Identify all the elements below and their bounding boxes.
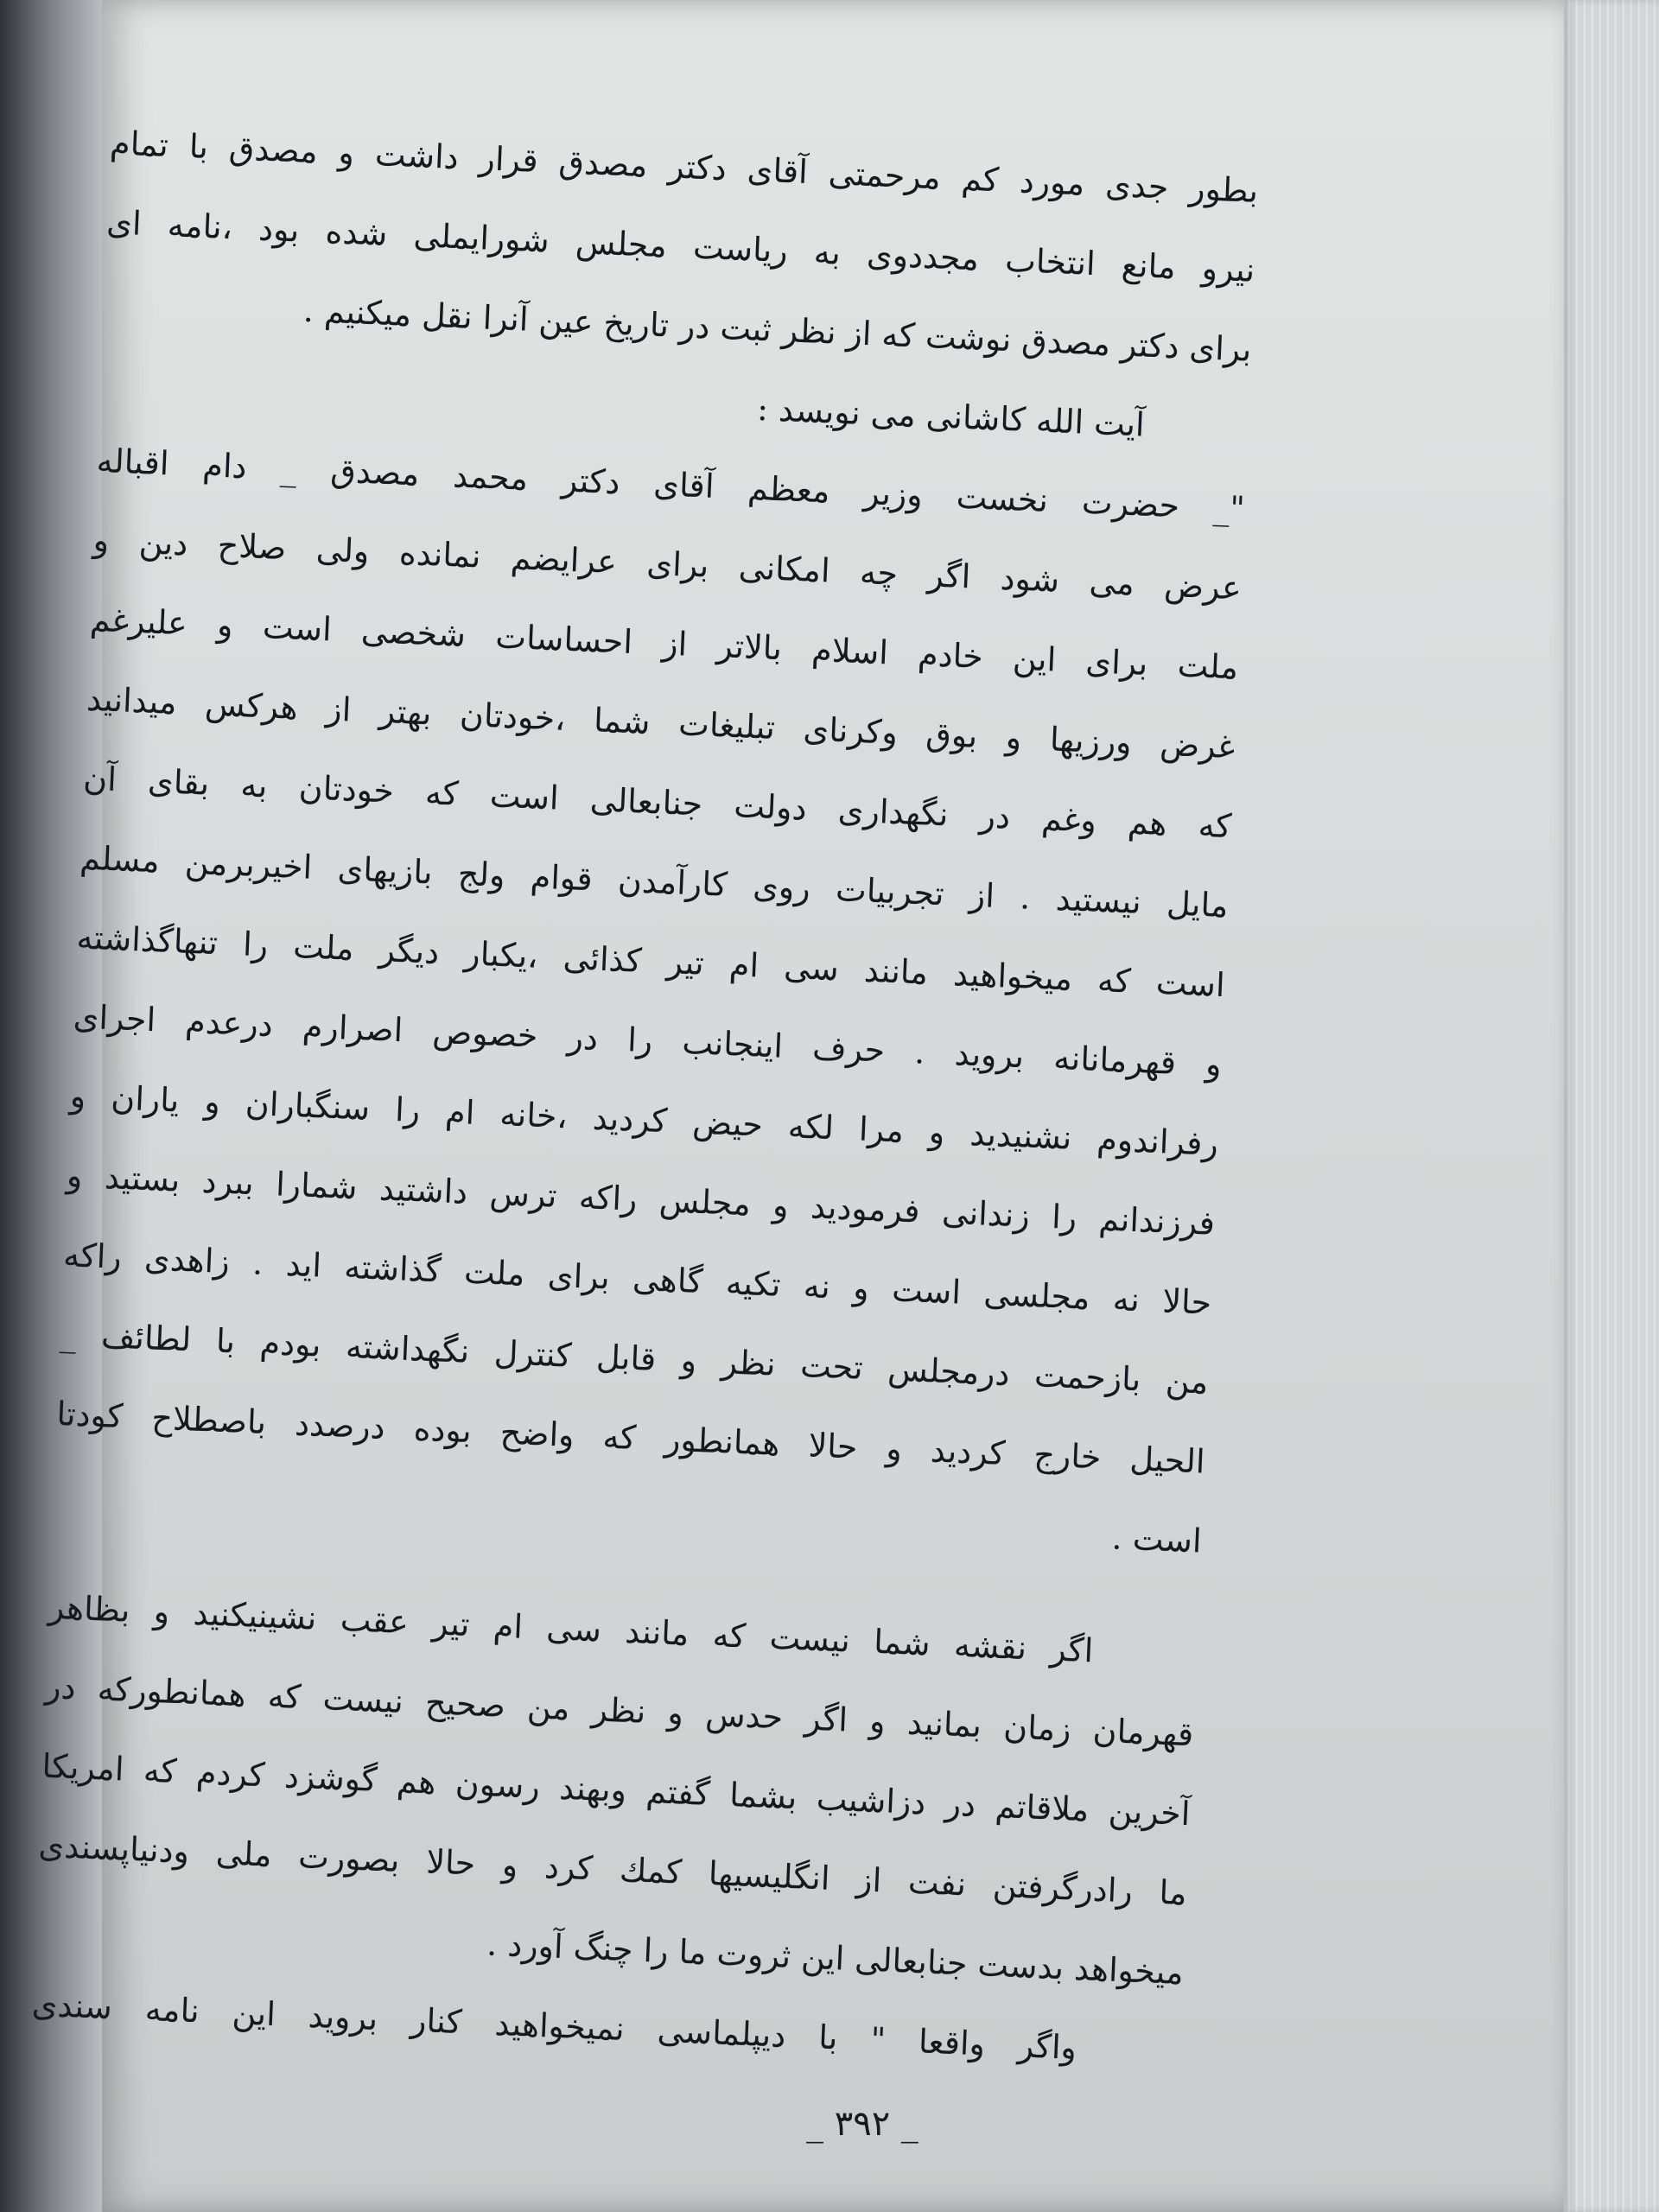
text-line: برای دکتر مصدق نوشت که از نظر ثبت در تاریخ عین آنرا نقل میکنیم . — [302, 290, 1253, 369]
text-line: غرض ورزیها و بوق وکرنای تبلیغات شما ،خودتان بهتر از هرکس میدانید — [86, 679, 1236, 766]
text-line: آیت الله کاشانی می نویسد : — [756, 389, 1146, 444]
text-line: است که میخواهید مانند سی ام تیر کذائی ،یکبار دیگر ملت را تنهاگذاشته — [75, 918, 1226, 1005]
text-line: ملت برای این خادم اسلام بالاتر از احساسات شخصی است و علیرغم — [89, 600, 1239, 687]
text-line: که هم وغم در نگهداری دولت جنابعالی است که خودتان به بقای آن — [82, 759, 1233, 846]
text-line: است . — [1110, 1518, 1203, 1560]
text-line: رفراندوم نشنیدید و مرا لکه حیض کردید ،خانه ام را سنگباران و یاران و — [69, 1077, 1219, 1163]
text-line: من بازحمت درمجلس تحت نظر و قابل کنترل نگهداشته بودم با لطائف _ — [59, 1315, 1210, 1402]
text-line: ما رادرگرفتن نفت از انگلیسیها کمك کرد و حالا بصورت ملی ودنیاپسندی — [37, 1826, 1188, 1913]
text-line: و قهرمانانه بروید . حرف اینجانب را در خصوص اصرارم درعدم اجرای — [72, 997, 1223, 1084]
text-line: نیرو مانع انتخاب مجددوی به ریاست مجلس شورایملی شده بود ،نامه ای — [105, 203, 1256, 289]
text-line: الحیل خارج کردید و حالا همانطور که واضح بوده درصدد باصطلاح کودتا — [55, 1394, 1206, 1481]
page-stack-edge — [1564, 0, 1659, 2212]
text-line: فرزندانم را زندانی فرمودید و مجلس راکه ترس داشتید شمارا ببرد بستید و — [66, 1156, 1216, 1243]
text-line: اگر نقشه شما نیست که مانند سی ام تیر عقب نشینیکنید و بظاهر — [48, 1587, 1095, 1670]
text-line: بطور جدی مورد کم مرحمتی آقای دکتر مصدق قرار داشت و مصدق با تمام — [109, 124, 1259, 210]
text-line: مایل نیستید . از تجربیات روی کارآمدن قوام ولج بازیهای اخیربرمن مسلم — [79, 838, 1230, 925]
text-line: واگر واقعا " با دیپلماسی نمیخواهید کنار بروید این نامه سندی — [31, 1985, 1077, 2068]
text-line: حالا نه مجلسی است و نه تکیه گاهی برای ملت گذاشته اید . زاهدی راکه — [62, 1236, 1213, 1322]
book-page — [31, 0, 1571, 2212]
page-number: _ ۳۹۲ _ — [806, 2104, 918, 2144]
text-line: عرض می شود اگر چه امکانی برای عرایضم نمانده ولی صلاح دین و — [92, 520, 1243, 607]
text-line: آخرین ملاقاتم در دزاشیب بشما گفتم وبهند رسون هم گوشزد کردم که امریکا — [41, 1746, 1192, 1834]
text-line: قهرمان زمان بمانید و اگر حدس و نظر من صحیح نیست که همانطورکه در — [44, 1667, 1195, 1754]
page-text-block — [30, 103, 1260, 2092]
text-line: میخواهد بدست جنابعالی این ثروت ما را چنگ آورد . — [486, 1924, 1185, 1993]
text-line: "_ حضرت نخست وزیر معظم آقای دکتر محمد مصدق _ دام اقباله — [95, 441, 1246, 528]
